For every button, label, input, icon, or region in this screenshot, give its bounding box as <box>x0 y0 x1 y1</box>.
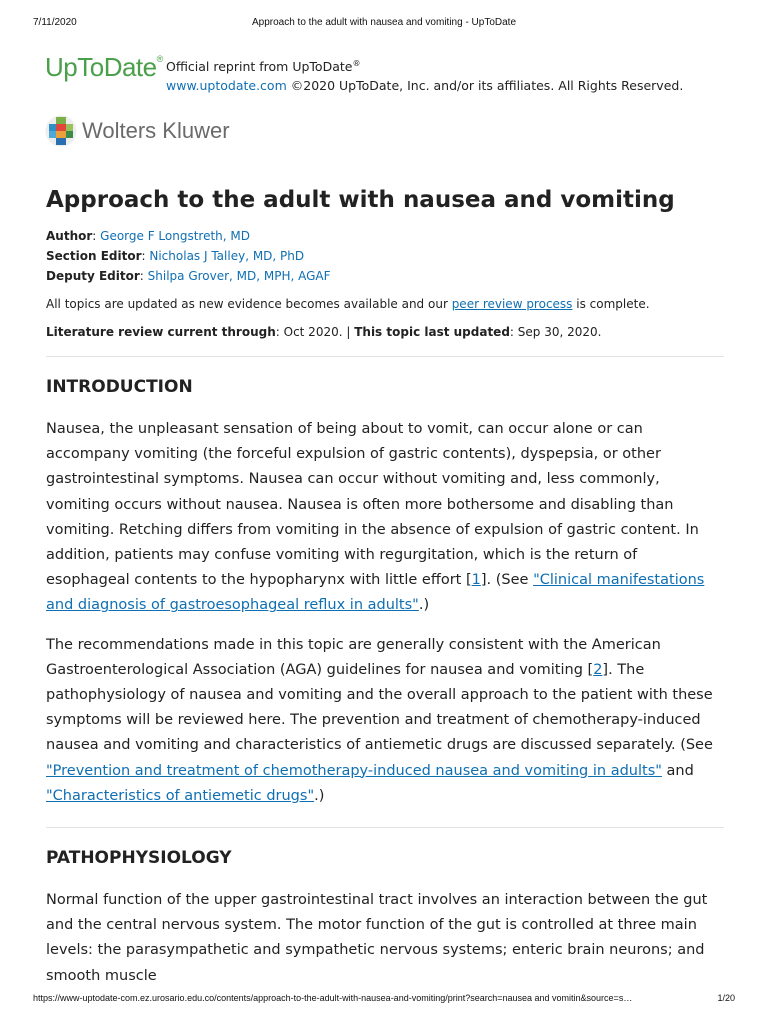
introduction-paragraph-2 <box>46 633 724 809</box>
deputy-editor-row: Deputy Editor: Shilpa Grover, MD, MPH, AGAF <box>46 269 331 283</box>
antiemetic-topic-link[interactable]: "Characteristics of antiemetic drugs" <box>46 787 315 804</box>
deputy-editor-label: Deputy Editor <box>46 269 140 283</box>
section-divider <box>46 356 724 357</box>
reference-link-1[interactable]: 1 <box>471 572 481 589</box>
last-updated-value: : Sep 30, 2020. <box>509 325 602 339</box>
peer-review-link[interactable]: peer review process <box>451 297 573 311</box>
uptodate-site-link[interactable]: www.uptodate.com <box>166 78 287 94</box>
section-editor-row: Section Editor: Nicholas J Talley, MD, PhD <box>46 249 305 263</box>
reprint-line: Official reprint from UpToDate <box>166 59 353 75</box>
pathophysiology-paragraph-1: Normal function of the upper gastrointestinal tract involves an interaction between the gut and the central nervous system. The motor function of the gut is controlled at three main levels: the parasympathetic and sympathetic nervous systems; enteric brain neurons; and smooth muscle <box>46 892 708 984</box>
intro-p2-mid: ]. The pathophysiology of nausea and vomiting and the overall approach to the patient with these symptoms will be reviewed here. The prevention and treatment of chemotherapy-induced nausea and vomiting and characteristics of antiemetic drugs are discussed separately. (See <box>46 661 713 754</box>
lit-review-value: : Oct 2020. | <box>275 325 355 339</box>
intro-p2-and: and <box>661 762 694 779</box>
author-row: Author: George F Longstreth, MD <box>46 229 250 243</box>
intro-p1-mid: ]. (See <box>480 572 534 589</box>
wolters-kluwer-mark-icon <box>45 115 77 147</box>
article <box>46 180 724 989</box>
section-editor-link[interactable]: Nicholas J Talley, MD, PhD <box>149 249 305 263</box>
introduction-heading: INTRODUCTION <box>46 377 193 397</box>
update-note-after: is complete. <box>572 297 650 311</box>
print-date: 7/11/2020 <box>33 17 77 28</box>
intro-p2-end: .) <box>314 787 325 804</box>
introduction-paragraph-1 <box>46 417 724 619</box>
intro-p2-text: The recommendations made in this topic are generally consistent with the American Gastroenterological Association (AGA) guidelines for nausea and vomiting [ <box>46 636 661 678</box>
pathophysiology-heading: PATHOPHYSIOLOGY <box>46 848 232 869</box>
page-number: 1/20 <box>717 993 735 1003</box>
author-link[interactable]: George F Longstreth, MD <box>100 229 250 243</box>
lit-review-label: Literature review current through <box>46 325 276 339</box>
reference-link-2[interactable]: 2 <box>593 661 603 678</box>
article-title: Approach to the adult with nausea and vomiting <box>46 187 675 213</box>
reprint-notice <box>166 54 683 95</box>
literature-review-status <box>46 322 724 342</box>
update-note-before: All topics are updated as new evidence becomes available and our <box>46 297 452 311</box>
reprint-mark: ® <box>352 59 361 68</box>
uptodate-logo-mark: ® <box>156 54 163 64</box>
intro-p1-text: Nausea, the unpleasant sensation of being about to vomit, can occur alone or can accompany vomiting (the forceful expulsion of gastric contents), dyspepsia, or other gastrointestinal symptoms. Nausea can occur without vomiting and, less commonly, vomiting occurs without nausea. Nausea is often more bothersome and disabling than vomiting. Retching differs from vomiting in the absence of expulsion of gastric content. In addition, patients may confuse vomiting with regurgitation, which is the return of esophageal contents to the hypopharynx with little effort [ <box>46 421 699 589</box>
deputy-editor-link[interactable]: Shilpa Grover, MD, MPH, AGAF <box>147 269 331 283</box>
print-page-title: Approach to the adult with nausea and vomiting - UpToDate <box>251 17 517 28</box>
uptodate-logo-text: UpToDate <box>45 52 157 82</box>
intro-p1-end: .) <box>418 597 430 614</box>
article-credits <box>46 226 724 286</box>
publisher-name: Wolters Kluwer <box>82 118 230 143</box>
copyright-text: ©2020 UpToDate, Inc. and/or its affiliates. All Rights Reserved. <box>286 78 684 94</box>
section-editor-label: Section Editor <box>46 249 142 263</box>
print-url: https://www-uptodate-com.ez.urosario.edu.co/contents/approach-to-the-adult-with-nausea-and-vomiting/print?search=nausea and vomitin&source=s… <box>33 993 633 1003</box>
section-divider <box>46 827 724 828</box>
last-updated-label: This topic last updated <box>354 325 510 339</box>
chemotherapy-topic-link[interactable]: "Prevention and treatment of chemotherapy-induced nausea and vomiting in adults" <box>46 762 662 779</box>
gerd-topic-link[interactable]: "Clinical manifestations and diagnosis of gastroesophageal reflux in adults" <box>46 572 705 614</box>
author-label: Author <box>46 229 93 243</box>
update-note <box>46 294 724 314</box>
uptodate-logo[interactable] <box>45 52 163 83</box>
